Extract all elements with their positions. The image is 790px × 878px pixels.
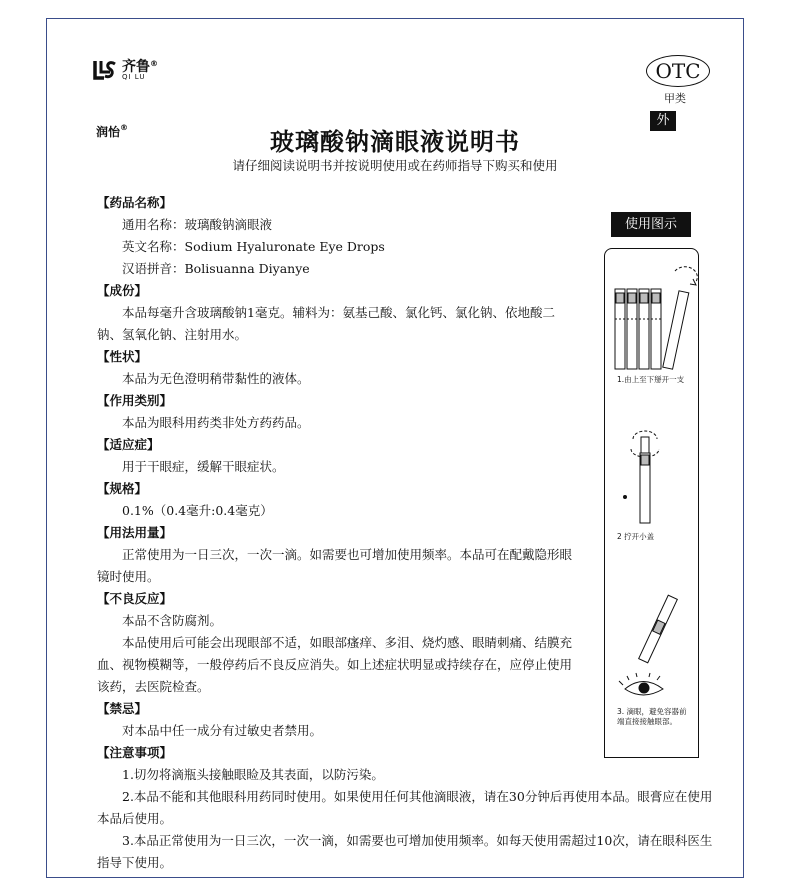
section-heading-dosage: 【用法用量】: [97, 525, 173, 540]
category-text: 本品为眼科用药类非处方药药品。: [122, 415, 310, 430]
specification-text: 0.1%（0.4毫升:0.4毫克）: [122, 503, 273, 518]
section-heading-indications: 【适应症】: [97, 437, 160, 452]
eye-icon: [619, 595, 677, 695]
page-title: 玻璃酸钠滴眼液说明书: [270, 128, 520, 156]
qilu-logo-icon: [92, 58, 118, 82]
section-heading-name: 【药品名称】: [97, 195, 173, 210]
otc-badge: OTC: [646, 55, 710, 87]
usage-diagram: [604, 248, 699, 758]
section-heading-specification: 【规格】: [97, 481, 148, 496]
external-use-badge: 外: [650, 111, 676, 131]
dosage-text: 正常使用为一日三次，一次一滴。如需要也可增加使用频率。本品可在配戴隐形眼镜时使用。: [97, 547, 573, 584]
qilu-logo: [92, 58, 158, 82]
adverse-text-1: 本品不含防腐剂。: [122, 613, 223, 628]
description-text: 本品为无色澄明稍带黏性的液体。: [122, 371, 310, 386]
precaution-item: 1.切勿将滴瓶头接触眼睑及其表面，以防污染。: [122, 767, 384, 782]
twist-cap-icon: [624, 431, 660, 523]
section-heading-precautions: 【注意事项】: [97, 745, 173, 760]
section-heading-category: 【作用类别】: [97, 393, 173, 408]
logo-cn-text: 齐鲁: [122, 58, 150, 75]
diagram-step-2: 2 拧开小盖: [617, 532, 655, 541]
precaution-item: 3.本品正常使用为一日三次，一次一滴，如需要也可增加使用频率。如每天使用需超过10次，请在眼科医生指导下使用。: [97, 833, 713, 870]
generic-name: 通用名称：玻璃酸钠滴眼液: [122, 217, 273, 232]
contraindications-text: 对本品中任一成分有过敏史者禁用。: [122, 723, 323, 738]
diagram-step-1: 1.由上至下掰开一支: [617, 375, 685, 384]
indications-text: 用于干眼症，缓解干眼症状。: [122, 459, 285, 474]
page-subtitle: 请仔细阅读说明书并按说明使用或在药师指导下购买和使用: [232, 158, 558, 173]
english-name: 英文名称：Sodium Hyaluronate Eye Drops: [122, 239, 385, 254]
precaution-item: 2.本品不能和其他眼科用药同时使用。如果使用任何其他滴眼液，请在30分钟后再使用本品。眼膏应在使用本品后使用。: [97, 789, 713, 826]
ampoule-strip-icon: [615, 267, 697, 369]
section-heading-composition: 【成份】: [97, 283, 148, 298]
registered-mark: ®: [120, 123, 129, 132]
registered-mark: ®: [150, 58, 158, 68]
section-heading-contraindications: 【禁忌】: [97, 701, 148, 716]
section-heading-adverse: 【不良反应】: [97, 591, 173, 606]
brand-text: 润怡: [96, 125, 121, 139]
otc-class-label: 甲类: [664, 92, 686, 105]
pinyin-name: 汉语拼音：Bolisuanna Diyanye: [122, 261, 310, 276]
composition-text: 本品每毫升含玻璃酸钠1毫克。辅料为：氨基己酸、氯化钙、氯化钠、依地酸二钠、氢氧化钠、注射用水。: [97, 305, 555, 342]
usage-diagram-label: 使用图示: [611, 212, 691, 237]
section-heading-description: 【性状】: [97, 349, 148, 364]
adverse-text-2: 本品使用后可能会出现眼部不适，如眼部瘙痒、多泪、烧灼感、眼睛刺痛、结膜充血、视物模糊等，一般停药后不良反应消失。如上述症状明显或持续存在，应停止使用该药，去医院检查。: [97, 635, 573, 694]
logo-en-text: QI LU: [122, 72, 146, 81]
diagram-step-3: 3. 滴眼，避免容器前端直接接触眼部。: [617, 707, 687, 726]
